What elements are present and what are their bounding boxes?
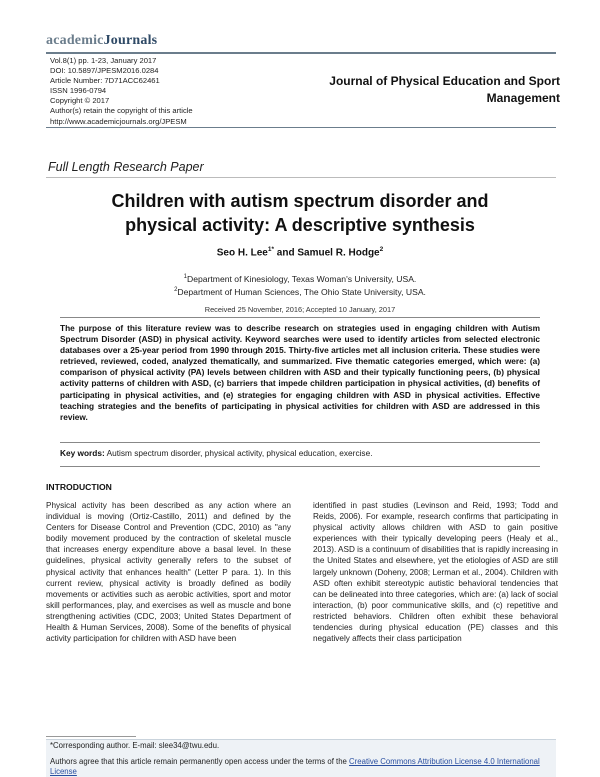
journal-name (302, 73, 560, 107)
author-affil-sup: 2 (379, 246, 384, 253)
authors (60, 246, 540, 258)
article-type: Full Length Research Paper (48, 160, 204, 174)
article-title (60, 189, 540, 237)
affiliation-text: Department of Human Sciences, The Ohio State University, USA. (177, 287, 426, 298)
author-affil-sup: 1 (267, 246, 272, 253)
affiliation-text: Department of Kinesiology, Texas Woman's University, USA. (187, 273, 417, 284)
affiliation-2 (60, 285, 540, 298)
affiliations (60, 272, 540, 299)
body-column-left (46, 500, 291, 644)
keywords-text: Autism spectrum disorder, physical activity, physical education, exercise. (104, 448, 373, 458)
publisher-logo-part2: Journals (103, 33, 158, 48)
affiliation-sup: 1 (183, 274, 188, 280)
journal-name-line2: Management (486, 91, 560, 105)
header-rule (46, 52, 556, 54)
license-notice (50, 757, 550, 777)
title-line2: physical activity: A descriptive synthesis (125, 215, 475, 235)
meta-copyright: Copyright © 2017 (50, 96, 110, 106)
license-link[interactable]: Creative Commons Attribution License 4.0 International License (50, 757, 540, 776)
meta-url[interactable]: http://www.academicjournals.org/JPESM (50, 116, 187, 126)
meta-article-number: Article Number: 7D71ACC62461 (50, 76, 160, 86)
affiliation-sup: 2 (174, 287, 178, 294)
affiliation-1 (60, 272, 540, 285)
title-line1: Children with autism spectrum disorder and (111, 191, 489, 211)
corresponding-author: *Corresponding author. E-mail: slee34@twu.edu. (50, 741, 220, 750)
meta-volume: Vol.8(1) pp. 1-23, January 2017 (50, 56, 157, 65)
publisher-logo-part1: academic (46, 33, 104, 48)
meta-doi: DOI: 10.5897/JPESM2016.0284 (50, 66, 159, 76)
authors-and: and (274, 247, 298, 259)
article-metadata (50, 56, 260, 127)
body-paragraph: identified in past studies (Levinson and Reid, 1993; Todd and Reids, 2006). For example, research confirms that participating in physical activity allows children with ASD to gain positive experiences with their typically developing peers (Healy et al., 2013). ASD is a continuum of disabilities that is rapidly increasing in the United States and elsewhere, yet the etiologies of ASD are still largely unknown (Doheny, 2008; Lerman et al., 2004). Children with ASD often exhibit stereotypic autistic behavioral tendencies that can be delineated into three categories, which are: (a) lack of social interaction, (b) poor communicative skills, and (c) repetitive and restricted behaviors. Children often exhibit these behavioral tendencies during physical education (PE) classes and this negatively affects their class participation (313, 501, 558, 644)
section-heading: INTRODUCTION (46, 482, 112, 492)
meta-issn: ISSN 1996-0794 (50, 86, 107, 96)
license-text: Authors agree that this article remain permanently open access under the terms of the (50, 757, 350, 766)
keywords-rule (60, 466, 540, 467)
abstract: The purpose of this literature review was to describe research on strategies used in engaging children with Autism Spectrum Disorder (ASD) in physical activity. Keyword searches were used to identify articles from selected electronic databases over a 25-year period from 1990 through 2015. Thirty-five articles met all inclusion criteria. These studies were retrieved, reviewed, coded, analyzed thematically, and summarized. Five thematic categories emerged, which were: (a) comparison of physical activity (PA) levels between children with ASD and their typically functioning peers, (b) physical activity patterns of children with ASD, (c) barriers that impede children participation in physical activities, (d) benefits of participating in physical activities, and (e) strategies for engaging children with ASD in physical activities. Effective teaching strategies and the benefits of participating in physical activities for children with ASD are addressed in this review. (60, 323, 540, 422)
journal-name-line1: Journal of Physical Education and Sport (329, 74, 560, 88)
meta-rights: Author(s) retain the copyright of this article (50, 106, 193, 116)
abstract-rule-bottom (60, 442, 540, 443)
received-dates: Received 25 November, 2016; Accepted 10 January, 2017 (204, 305, 396, 314)
footnote-rule (46, 736, 136, 737)
author-name: Samuel R. Hodge (297, 247, 380, 259)
corresponding-mark: * (271, 246, 275, 253)
author-name: Seo H. Lee (216, 247, 268, 259)
article-type-rule (46, 177, 556, 178)
keywords (60, 448, 540, 458)
publisher-logo (46, 33, 157, 49)
body-paragraph: Physical activity has been described as any action where an individual is moving (Ortiz-Castillo, 2011) and defined by the Centers for Disease Control and Prevention (CDC, 2010) as "any bodily movement produced by the contraction of skeletal muscle that increases energy expenditure above a basal level. In these guidelines, physical activity generally refers to the subset of physical activity that enhances health" (Letter P para. 1). In this current review, physical activity is broadly defined as bodily movements or activities such as aerobic activities, sport and motor skill performances, play, and exercises as well as muscle and bone strengthening activities (CDC, 2003; United States Department of Health & Human Services, 2008). Some of the benefits of physical activity participation for children with ASD have been (46, 501, 291, 644)
abstract-rule-top (60, 317, 540, 318)
keywords-label: Key words: (60, 448, 105, 458)
body-column-right (313, 500, 558, 644)
